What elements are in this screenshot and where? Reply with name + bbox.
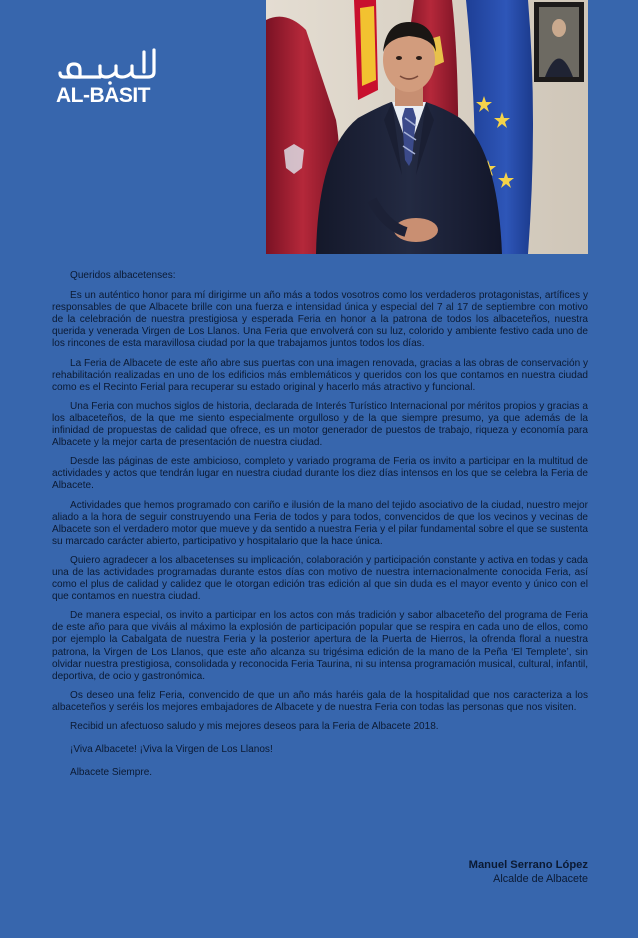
logo-text: AL-BASIT [56, 84, 150, 107]
signature-name: Manuel Serrano López [468, 859, 588, 871]
portrait-photo-illustration [266, 0, 588, 254]
arabic-logo-calligraphy [58, 46, 158, 86]
al-basit-logo [56, 46, 166, 108]
signature-block [300, 858, 588, 886]
letter-paragraph: Desde las páginas de este ambicioso, completo y variado programa de Feria os invito a participar en la multitud de actividades y actos que tendrán lugar en nuestra ciudad durante los diez días intensos en los que se celebra la Feria de Albacete. [52, 456, 588, 492]
letter-paragraph: La Feria de Albacete de este año abre sus puertas con una imagen renovada, gracias a las obras de conservación y rehabilitación realizadas en uno de los edificios más emblemáticos y queridos con los que contamos en nuestra ciudad como es el Recinto Ferial para recuperar su estado original y hacerlo más atractivo y funcional. [52, 357, 588, 393]
letter-closing-motto: Albacete Siempre. [70, 767, 153, 779]
letter-paragraph: Os deseo una feliz Feria, convencido de que un año más haréis gala de la hospitalidad que nos caracteriza a los albaceteños y seréis los mejores embajadores de Albacete y de nuestra Feria con todas las personas que nos visiten. [52, 689, 588, 713]
mayor-portrait-photo [266, 0, 588, 254]
letter-body [52, 270, 588, 790]
letter-paragraph: Quiero agradecer a los albacetenses su implicación, colaboración y participación constante y activa en todas y cada una de las actividades programadas durante estos días con motivo de nuestra internacionalmente conocida Feria, así como el plus de calidad y calidez que le otorgan edición tras edición al que sin duda es el mayor evento y único con el que contamos en nuestra ciudad. [52, 554, 588, 603]
letter-paragraph: Recibid un afectuoso saludo y mis mejores deseos para la Feria de Albacete 2018. [70, 721, 439, 732]
letter-greeting: Queridos albacetenses: [70, 270, 176, 281]
letter-paragraph: Una Feria con muchos siglos de historia, declarada de Interés Turístico Internacional por méritos propios y gracias a los albaceteños, de la que me siento especialmente orgulloso y de la que siempre presumo, ya que además de la infinidad de propuestas de calidad que ofrece, es un motor generador de puestos de trabajo, riqueza y economía para Albacete y la mejor carta de presentación de nuestra ciudad. [52, 400, 588, 449]
letter-paragraph: Es un auténtico honor para mí dirigirme un año más a todos vosotros como los verdaderos protagonistas, artífices y responsables de que Albacete brille con una fuerza e intensidad única y especial del 7 al 17 de septiembre con motivo de la celebración de nuestra prestigiosa y esperada Feria en honor a la patrona de todos los albaceteños, nuestra querida y venerada Virgen de Los Llanos. Una Feria que envolverá con su luz, colorido y ambiente festivo cada uno de los rincones de esta maravillosa ciudad por la que trabajamos juntos todos los días. [52, 290, 588, 350]
signature-title: Alcalde de Albacete [493, 873, 588, 885]
letter-closing-cheer: ¡Viva Albacete! ¡Viva la Virgen de Los Llanos! [70, 744, 273, 756]
letter-paragraph: Actividades que hemos programado con cariño e ilusión de la mano del tejido asociativo de la ciudad, nuestro mejor aliado a la hora de seguir construyendo una Feria de todos y para todos, convencidos de que los vecinos y vecinas de Albacete son el verdadero motor que mueve y da sentido a nuestra Feria y el pilar fundamental sobre el que se sustenta su marcado carácter abierto, participativo y hospitalario que la hace única. [52, 499, 588, 547]
letter-paragraph: De manera especial, os invito a participar en los actos con más tradición y sabor albaceteño del programa de Feria de este año para que viváis al máximo la explosión de participación popular que se respira en cada uno de ellos, como por ejemplo la Cabalgata de nuestra Feria y la posterior apertura de la Puerta de Hierros, la ofrenda floral a nuestra patrona, la Virgen de Los Llanos, que este año alcanza su trigésima edición de la mano de la Peña ‘El Templete’, sin olvidar nuestra prestigiosa, consolidada y reconocida Feria Taurina, ni su intensa programación musical, cultural, infantil, deportiva, de ocio y gastronómica. [52, 610, 588, 682]
